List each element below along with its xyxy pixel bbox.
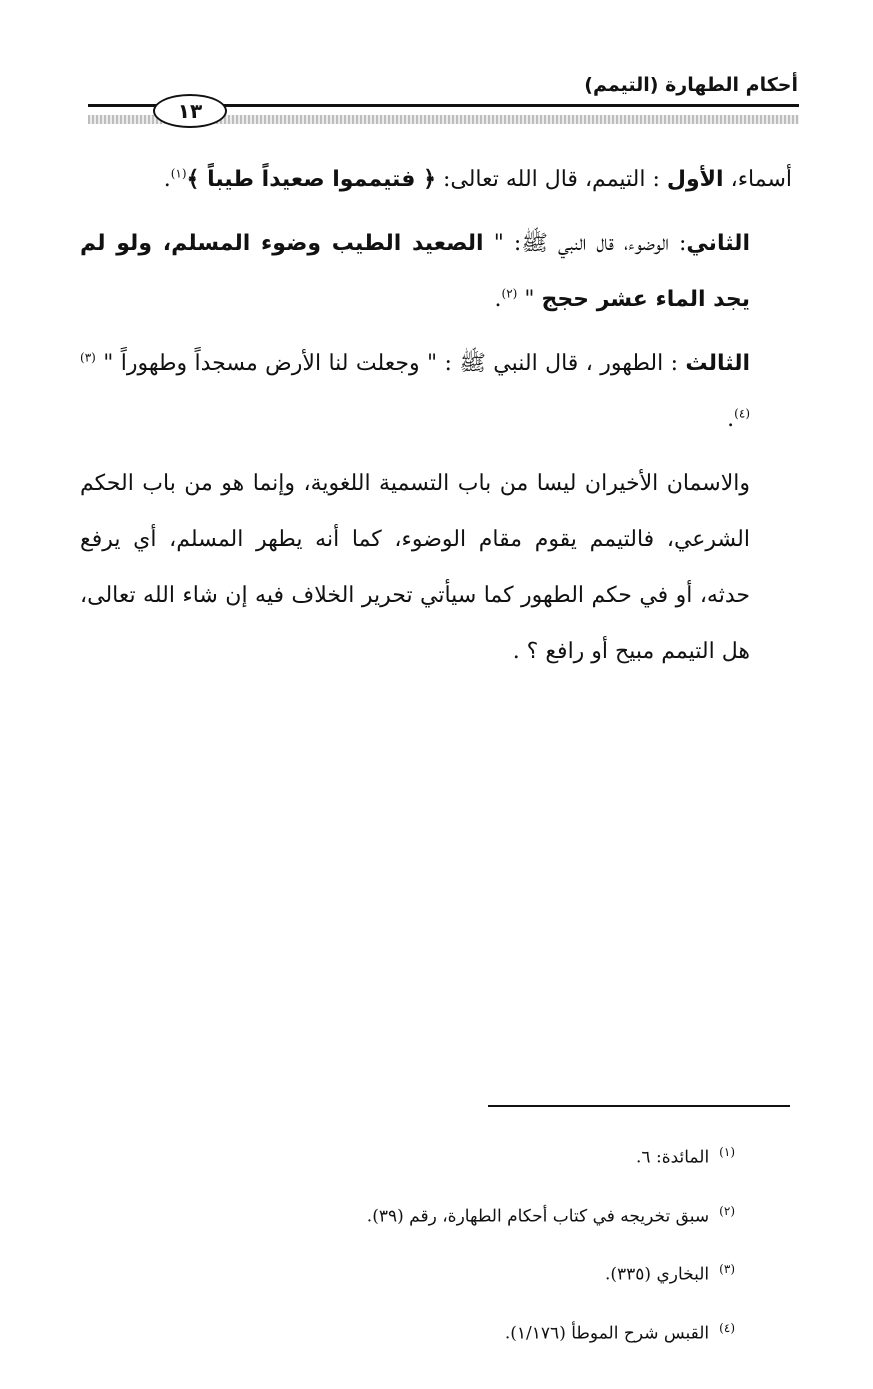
p3-middle: : الطهور ، قال النبي ﷺ : " وجعلت لنا الأرض مسجداً وطهوراً " [95, 351, 686, 376]
page-number-oval [153, 94, 227, 128]
footnote-ref-1[interactable]: (١) [170, 166, 187, 181]
paragraph-third [80, 336, 792, 448]
footnote-text-1: المائدة: ٦. [636, 1147, 710, 1168]
footnote-mark-3: (٣) [719, 1262, 735, 1277]
p1-label: الأول [666, 167, 724, 192]
footnote-4 [175, 1302, 735, 1361]
body-text [80, 152, 792, 688]
p1-quran-quote: ﴿ فتيمموا صعيداً طيباً ﴾ [186, 167, 436, 192]
p3-label: الثالث [685, 351, 750, 376]
footnote-3 [175, 1243, 735, 1302]
p2-close: " [517, 287, 542, 312]
paragraph-first [80, 152, 792, 208]
paragraph-second [80, 216, 792, 328]
paragraph-fourth [80, 456, 792, 680]
p1-middle: : التيمم، قال الله تعالى: [435, 167, 667, 192]
p1-end: . [163, 167, 171, 192]
footnote-mark-1: (١) [719, 1145, 735, 1159]
footnote-mark-2: (٢) [719, 1203, 735, 1218]
p4-text: والاسمان الأخيران ليسا من باب التسمية اللغوية، وإنما هو من باب الحكم الشرعي، فالتيمم يقوم مقام الوضوء، كما أنه يطهر المسلم، أي يرفع حدثه، أو في حكم الطهور كما سيأتي تحرير الخلاف فيه إن شاء الله تعالى، هل التيمم مبيح أو رافع ؟ . [80, 471, 750, 664]
footnotes [175, 1126, 735, 1361]
footnote-mark-4: (٤) [719, 1320, 735, 1335]
footnote-text-4: القبس شرح الموطأ (١/١٧٦). [504, 1323, 710, 1344]
p2-label: الثاني [686, 231, 750, 256]
p3-end: . [727, 407, 735, 432]
footnote-text-3: البخاري (٣٣٥). [604, 1264, 710, 1285]
footnote-ref-2[interactable]: (٢) [501, 286, 518, 301]
running-title: أحكام الطهارة (التيمم) [584, 74, 798, 96]
p2-middle: : الوضوء، قال النبي ﷺ: " [483, 231, 687, 256]
footnote-1 [175, 1126, 735, 1185]
p1-before: أسماء، [723, 167, 792, 192]
footnote-ref-3[interactable]: (٣) [80, 350, 96, 365]
footnote-text-2: سبق تخريجه في كتاب أحكام الطهارة، رقم (٣٩). [366, 1206, 710, 1227]
p2-hadith-quote: الصعيد الطيب وضوء المسلم، ولو لم يجد الماء عشر حجج [80, 231, 750, 312]
footnote-2 [175, 1185, 735, 1244]
page-number: ١٣ [177, 99, 203, 123]
p2-end: . [494, 287, 502, 312]
footnote-separator [488, 1105, 790, 1107]
footnote-ref-4[interactable]: (٤) [734, 406, 750, 421]
